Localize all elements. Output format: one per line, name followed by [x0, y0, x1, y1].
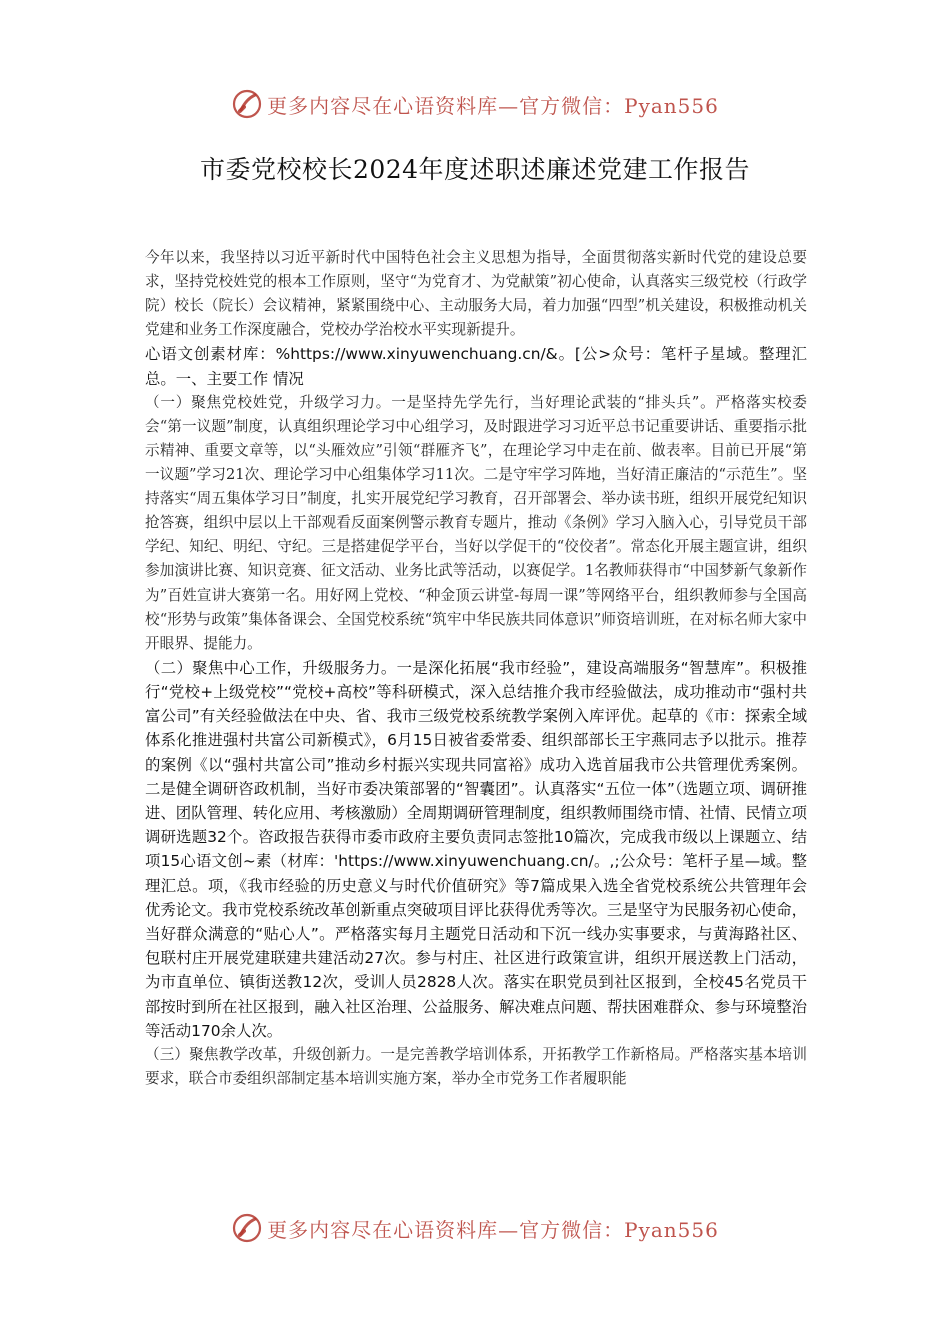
source-note-paragraph: 心语文创素材库：%https://www.xinyuwenchuang.cn/&。[公>众号：笔杆子星域。整理汇总。一、主要工作 情况 — [145, 345, 807, 388]
watermark-banner-bottom — [0, 1206, 950, 1250]
intro-paragraph: 今年以来，我坚持以习近平新时代中国特色社会主义思想为指导，全面贯彻落实新时代党的建设总要求，坚持党校姓党的根本工作原则，坚守“为党育才、为党献策”初心使命，认真落实三级党校（行政学院）校长（院长）会议精神，紧紧围绕中心、主动服务大局，着力加强“四型”机关建设，积极推动机关党建和业务工作深度融合，党校办学治校水平实现新提升。 — [145, 249, 807, 339]
watermark-banner-top — [0, 82, 950, 126]
section-one-paragraph: （一）聚焦党校姓党，升级学习力。一是坚持先学先行，当好理论武装的“排头兵”。严格落实校委会“第一议题”制度，认真组织理论学习中心组学习，及时跟进学习习近平总书记重要讲话、重要指示批示精神、重要文章等，以“头雁效应”引领“群雁齐飞”，在理论学习中走在前、做表率。目前已开展“第一议题”学习21次、理论学习中心组集体学习11次。二是守牢学习阵地，当好清正廉洁的“示范生”。坚持落实“周五集体学习日”制度，扎实开展党纪学习教育，召开部署会、举办读书班，组织开展党纪知识抢答赛，组织中层以上干部观看反面案例警示教育专题片，推动《条例》学习入脑入心，引导党员干部学纪、知纪、明纪、守纪。三是搭建促学平台，当好以学促干的“佼佼者”。常态化开展主题宣讲，组织参加演讲比赛、知识竞赛、征文活动、业务比武等活动，以赛促学。1名教师获得市“中国梦新气象新作为”百姓宣讲大赛第一名。用好网上党校、“种金顶云讲堂-每周一课”等网络平台，组织教师参与全国高校“形势与政策”集体备课会、全国党校系统“筑牢中华民族共同体意识”师资培训班，在对标名师大家中开眼界、提能力。 — [145, 393, 807, 652]
section-three-paragraph: （三）聚焦教学改革，升级创新力。一是完善教学培训体系，开拓教学工作新格局。严格落实基本培训要求，联合市委组织部制定基本培训实施方案，举办全市党务工作者履职能 — [145, 1046, 807, 1088]
watermark-text-top: 更多内容尽在心语资料库—官方微信：Pyan556 — [267, 93, 719, 118]
document-title: 市委党校校长2024年度述职述廉述党建工作报告 — [199, 155, 751, 184]
section-two-paragraph: （二）聚焦中心工作，升级服务力。一是深化拓展“我市经验”，建设高端服务“智慧库”。积极推行“党校+上级党校”“党校+高校”等科研模式，深入总结推介我市经验做法，成功推动市“强村共富公司”有关经验做法在中央、省、我市三级党校系统教学案例入库评优。起草的《市：探索全域体系化推进强村共富公司新模式》，6月15日被省委常委、组织部部长王宇燕同志予以批示。推荐的案例《以“强村共富公司”推动乡村振兴实现共同富裕》成功入选首届我市公共管理优秀案例。二是健全调研咨政机制，当好市委决策部署的“智囊团”。认真落实“五位一体”（选题立项、调研推进、团队管理、转化应用、考核激励）全周期调研管理制度，组织教师围绕市情、社情、民情立项调研选题32个。咨政报告获得市委市政府主要负责同志签批10篇次，完成我市级以上课题立、结项15心语文创~素（材库：'https://www.xinyuwenchuang.cn/。,;公众号：笔杆子星—域。整理汇总。项，《我市经验的历史意义与时代价值研究》等7篇成果入选全省党校系统公共管理年会优秀论文。我市党校系统改革创新重点突破项目评比获得优秀等次。三是坚守为民服务初心使命，当好群众满意的“贴心人”。严格落实每月主题党日活动和下沉一线办实事要求，与黄海路社区、包联村庄开展党建联建共建活动27次。参与村庄、社区进行政策宣讲，组织开展送教上门活动，为市直单位、镇街送教12次，受训人员2828人次。落实在职党员到社区报到，全校45名党员干部按时到所在社区报到，融入社区治理、公益服务、解决难点问题、帮扶困难群众、参与环境整治等活动170余人次。 — [145, 658, 807, 1040]
brush-logo-icon — [231, 88, 263, 120]
document-body — [145, 246, 807, 1091]
watermark-text-bottom: 更多内容尽在心语资料库—官方微信：Pyan556 — [267, 1217, 719, 1242]
brush-logo-icon — [231, 1212, 263, 1244]
